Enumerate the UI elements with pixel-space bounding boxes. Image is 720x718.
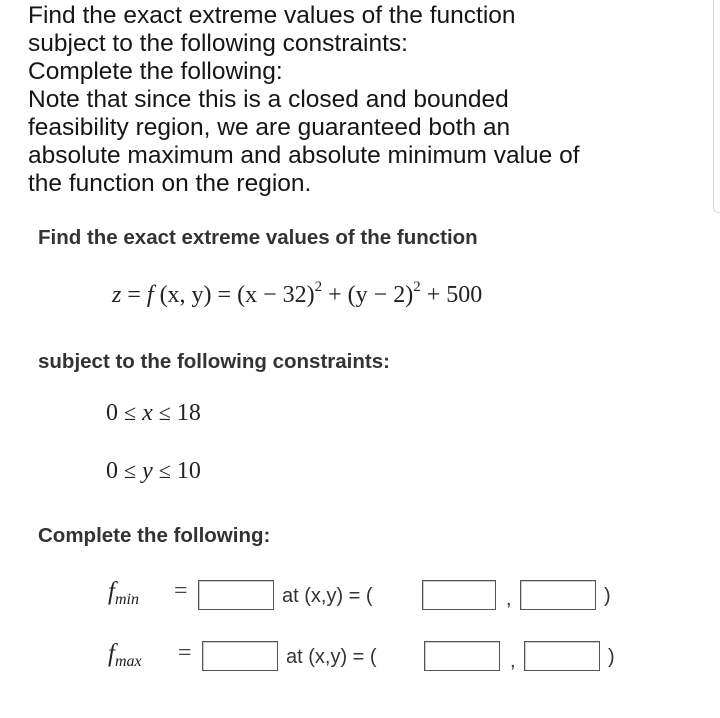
fmax-comma: , — [510, 650, 516, 672]
intro-text — [28, 2, 708, 198]
constraint-high: 10 — [176, 458, 201, 484]
intro-line: Find the exact extreme values of the function — [28, 2, 516, 29]
function-term1: (x − 32) — [237, 282, 315, 308]
function-plus1: + — [328, 282, 342, 308]
fmin-close-paren: ) — [604, 585, 611, 607]
heading-complete: Complete the following: — [38, 524, 271, 547]
heading-constraints: subject to the following constraints: — [38, 350, 390, 373]
intro-line: subject to the following constraints: — [28, 30, 408, 57]
function-exp2: 2 — [413, 279, 421, 295]
fmax-close-paren: ) — [608, 646, 615, 668]
fmin-sub: min — [114, 591, 139, 608]
fmin-comma: , — [506, 588, 512, 610]
constraint-op: ≤ — [124, 458, 137, 483]
constraint-y — [106, 458, 201, 485]
function-equation — [112, 279, 483, 309]
fmin-f: f — [108, 578, 115, 605]
fmax-f: f — [108, 640, 115, 667]
function-f: f — [146, 282, 154, 308]
intro-line: absolute maximum and absolute minimum value of — [28, 142, 580, 169]
intro-line: Complete the following: — [28, 58, 283, 85]
fmax-y-input[interactable] — [524, 641, 600, 671]
constraint-var: x — [142, 400, 153, 426]
function-args: (x, y) — [159, 282, 212, 308]
fmin-label — [108, 578, 139, 606]
fmin-value-input[interactable] — [198, 580, 274, 610]
fmax-label — [108, 640, 142, 668]
function-exp1: 2 — [314, 279, 323, 295]
intro-line: Note that since this is a closed and bounded — [28, 86, 509, 113]
constraint-var: y — [142, 458, 153, 484]
constraint-low: 0 — [106, 458, 118, 484]
fmax-x-input[interactable] — [424, 641, 500, 671]
heading-function: Find the exact extreme values of the function — [38, 226, 478, 249]
fmin-at-label: at (x,y) = ( — [282, 585, 373, 607]
intro-line: the function on the region. — [28, 170, 312, 197]
constraint-x — [106, 400, 201, 427]
constraint-op: ≤ — [158, 458, 171, 483]
intro-line: feasibility region, we are guaranteed both an — [28, 114, 511, 141]
function-eq1: = — [127, 282, 141, 308]
function-term2: (y − 2) — [347, 282, 414, 308]
fmin-equals: = — [174, 578, 188, 604]
constraint-op: ≤ — [124, 400, 137, 425]
function-z: z — [112, 282, 122, 308]
fmax-equals: = — [178, 640, 192, 666]
constraint-op: ≤ — [158, 400, 171, 425]
fmin-x-input[interactable] — [422, 580, 496, 610]
fmax-at-label: at (x,y) = ( — [286, 646, 377, 668]
function-plus2: + 500 — [426, 282, 483, 308]
function-eq2: = — [217, 282, 232, 308]
constraint-low: 0 — [106, 400, 118, 426]
fmin-y-input[interactable] — [520, 580, 596, 610]
constraint-high: 18 — [176, 400, 201, 426]
fmax-sub: max — [114, 653, 142, 670]
scroll-frame-edge — [713, 0, 720, 213]
fmax-value-input[interactable] — [202, 641, 278, 671]
